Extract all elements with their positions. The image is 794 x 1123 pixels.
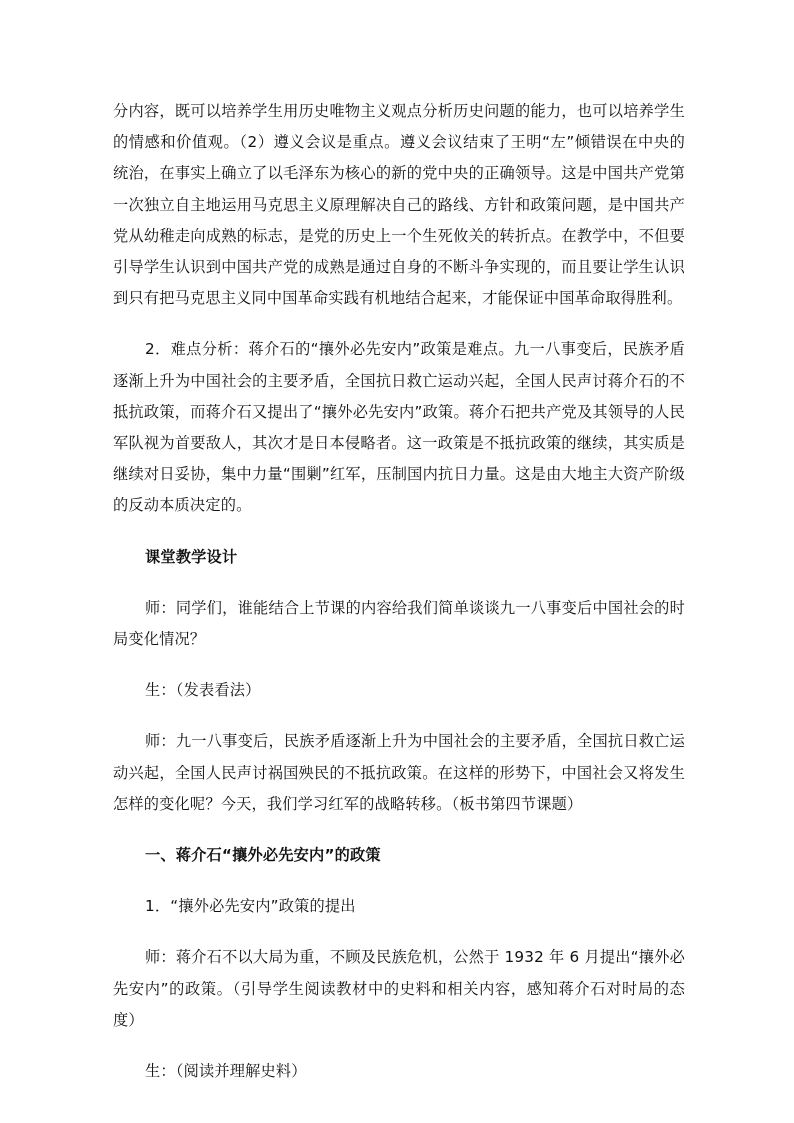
- paragraph-teacher-policy: 师：蒋介石不以大局为重，不顾及民族危机，公然于 1932 年 6 月提出“攘外必先安内”的政策。（引导学生阅读教材中的史料和相关内容，感知蒋介石对时局的态度）: [113, 948, 685, 1029]
- document-body: [113, 96, 685, 1087]
- paragraph-teacher-question: 师：同学们，谁能结合上节课的内容给我们简单谈谈九一八事变后中国社会的时局变化情况？: [113, 598, 685, 649]
- paragraph-gap: [113, 706, 685, 726]
- heading-classroom-design: 课堂教学设计: [145, 547, 238, 566]
- paragraph-gap: [113, 573, 685, 593]
- paragraph-gap: [113, 522, 685, 542]
- paragraph-gap: [113, 871, 685, 891]
- paragraph-teacher-intro: 师：九一八事变后，民族矛盾逐渐上升为中国社会的主要矛盾，全国抗日救亡运动兴起，全国人民声讨祸国殃民的不抵抗政策。在这样的形势下，中国社会又将发生怎样的变化呢？今天，我们学习红军的战略转移。（板书第四节课题）: [113, 732, 685, 813]
- subheading-policy-proposal: 1．“攘外必先安内”政策的提出: [145, 897, 356, 916]
- paragraph-student-reading: 生：（阅读并理解史料）: [145, 1062, 307, 1081]
- paragraph-student-response: 生：（发表看法）: [145, 681, 261, 700]
- paragraph-gap: [113, 314, 685, 334]
- paragraph-gap: [113, 655, 685, 675]
- paragraph-gap: [113, 922, 685, 942]
- paragraph-difficulty-analysis: 2．难点分析：蒋介石的“攘外必先安内”政策是难点。九一八事变后，民族矛盾逐渐上升为中国社会的主要矛盾，全国抗日救亡运动兴起，全国人民声讨蒋介石的不抵抗政策，而蒋介石又提出了“攘外必先安内”政策。蒋介石把共产党及其领导的人民军队视为首要敌人，其次才是日本侵略者。这一政策是不抵抗政策的继续，其实质是继续对日妥协，集中力量“围剿”红军，压制国内抗日力量。这是由大地主大资产阶级的反动本质决定的。: [113, 340, 685, 515]
- paragraph-gap: [113, 820, 685, 840]
- paragraph-importance-analysis: 分内容，既可以培养学生用历史唯物主义观点分析历史问题的能力，也可以培养学生的情感和价值观。（2）遵义会议是重点。遵义会议结束了王明“左”倾错误在中央的统治，在事实上确立了以毛泽东为核心的新的党中央的正确领导。这是中国共产党第一次独立自主地运用马克思主义原理解决自己的路线、方针和政策问题，是中国共产党从幼稚走向成熟的标志，是党的历史上一个生死攸关的转折点。在教学中，不但要引导学生认识到中国共产党的成熟是通过自身的不断斗争实现的，而且要让学生认识到只有把马克思主义同中国革命实践有机地结合起来，才能保证中国革命取得胜利。: [113, 102, 685, 308]
- paragraph-gap: [113, 1036, 685, 1056]
- heading-section-one: 一、蒋介石“攘外必先安内”的政策: [145, 846, 381, 865]
